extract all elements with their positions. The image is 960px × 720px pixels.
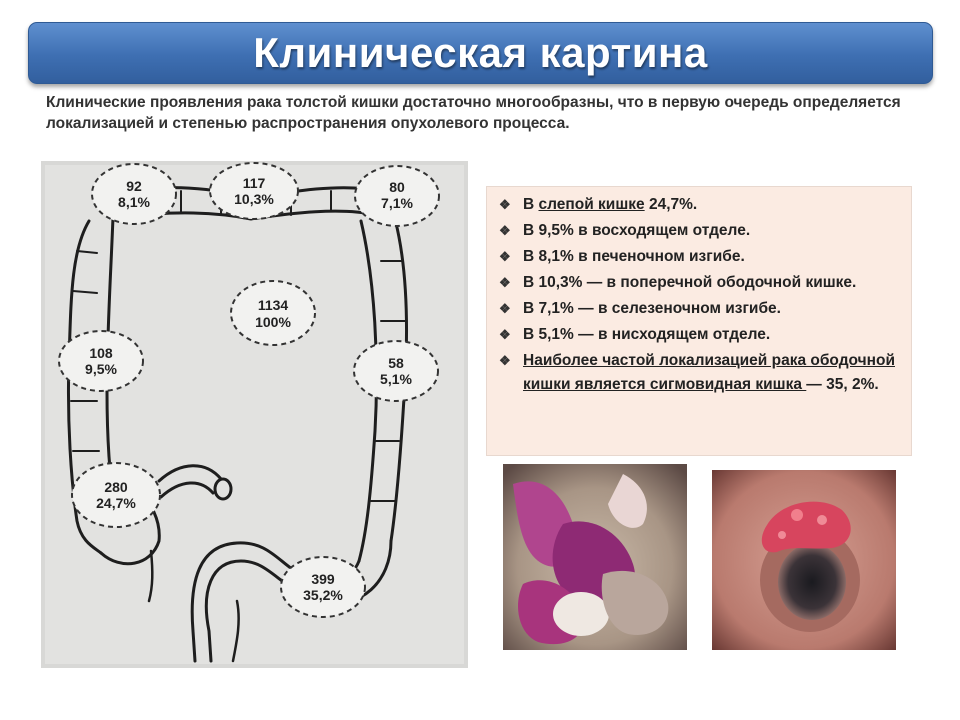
- bullet-text: В 7,1% — в селезеночном изгибе.: [523, 300, 781, 317]
- diagram-percent: 10,3%: [234, 191, 274, 207]
- diamond-bullet-icon: ❖: [499, 301, 511, 316]
- diagram-count: 117: [242, 175, 266, 191]
- sigmoid-underlined-text: Наиболее частой локализацией рака ободочной кишки является сигмовидная кишка: [523, 352, 895, 393]
- list-item: [499, 193, 905, 217]
- diagram-count: 1134: [257, 297, 289, 313]
- diagram-percent: 35,2%: [303, 587, 343, 603]
- colonography-image: [503, 464, 687, 650]
- bullet-text: — 35, 2%.: [806, 376, 879, 393]
- diamond-bullet-icon: ❖: [499, 223, 511, 238]
- localization-stats-box: [486, 186, 912, 456]
- diagram-count: 399: [311, 571, 335, 587]
- endoscopy-image: [712, 470, 896, 650]
- bullet-text: В 10,3% — в поперечной ободочной кишке.: [523, 274, 857, 291]
- diagram-count: 58: [388, 355, 404, 371]
- diagram-percent: 9,5%: [85, 361, 117, 377]
- diagram-count: 108: [89, 345, 113, 361]
- bullet-text: В: [523, 196, 539, 213]
- diamond-bullet-icon: ❖: [499, 353, 511, 368]
- diagram-count: 92: [126, 178, 142, 194]
- bullet-text: В 5,1% — в нисходящем отделе.: [523, 326, 771, 343]
- list-item: [499, 271, 905, 295]
- diagram-percent: 8,1%: [118, 194, 150, 210]
- diagram-percent: 5,1%: [380, 371, 412, 387]
- list-item: [499, 323, 905, 347]
- list-item: [499, 349, 905, 397]
- label-ellipse: [231, 281, 315, 345]
- diamond-bullet-icon: ❖: [499, 327, 511, 342]
- localization-list: [487, 187, 911, 397]
- bullet-text: В 8,1% в печеночном изгибе.: [523, 248, 745, 265]
- diamond-bullet-icon: ❖: [499, 197, 511, 212]
- cecum-underlined-text: слепой кишке: [538, 196, 645, 213]
- diagram-percent: 100%: [255, 314, 291, 330]
- diagram-count: 80: [389, 179, 405, 195]
- colon-diagram: [41, 161, 468, 668]
- title-bar: [28, 22, 933, 84]
- list-item: [499, 297, 905, 321]
- intro-text: Клинические проявления рака толстой кишки достаточно многообразны, что в первую очередь определяется локализацией и степенью распространения опухолевого процесса.: [46, 94, 901, 132]
- diamond-bullet-icon: ❖: [499, 275, 511, 290]
- bullet-text: В 9,5% в восходящем отделе.: [523, 222, 751, 239]
- diamond-bullet-icon: ❖: [499, 249, 511, 264]
- diagram-count: 280: [104, 479, 128, 495]
- list-item: [499, 219, 905, 243]
- list-item: [499, 245, 905, 269]
- bullet-text: 24,7%.: [644, 196, 698, 213]
- diagram-percent: 24,7%: [96, 495, 136, 511]
- diagram-percent: 7,1%: [381, 195, 413, 211]
- page-title: Клиническая картина: [253, 29, 708, 76]
